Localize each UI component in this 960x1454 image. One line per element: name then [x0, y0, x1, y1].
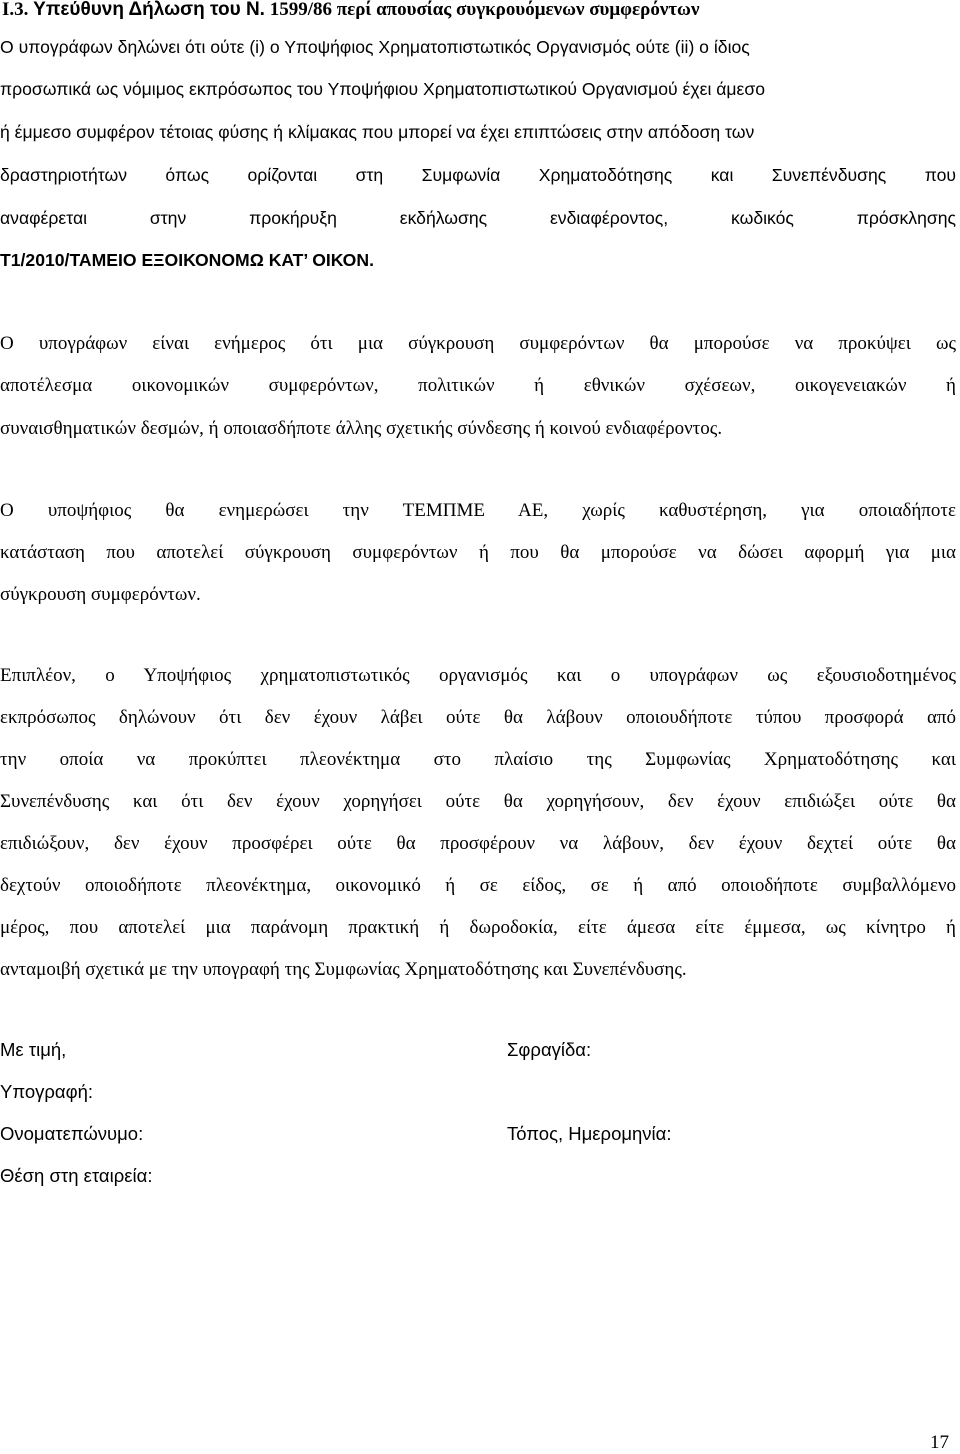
paragraph-line: μέρος, που αποτελεί μια παράνομη πρακτική ή δωροδοκία, είτε άμεσα είτε έμμεσα, ως κίνητρο ή — [0, 917, 956, 938]
paragraph-line: δραστηριοτήτων όπως ορίζονται στη Συμφωνία Χρηματοδότησης και Συνεπένδυσης που — [0, 165, 956, 185]
paragraph-line: αποτέλεσμα οικονομικών συμφερόντων, πολιτικών ή εθνικών σχέσεων, οικογενειακών ή — [0, 375, 956, 396]
paragraph-line: εκπρόσωπος δηλώνουν ότι δεν έχουν λάβει ούτε θα λάβουν οποιουδήποτε τύπου προσφορά από — [0, 707, 956, 728]
section-number: Ι.3. — [2, 0, 29, 20]
page-number: 17 — [930, 1432, 949, 1453]
paragraph-line: κατάσταση που αποτελεί σύγκρουση συμφερόντων ή που θα μπορούσε να δώσει αφορμή για μια — [0, 542, 956, 563]
section-title-part-2: 1599/86 περί απουσίας συγκρουόμενων συμφερόντων — [269, 0, 700, 20]
paragraph-line: την οποία να προκύπτει πλεονέκτημα στο πλαίσιο της Συμφωνίας Χρηματοδότησης και — [0, 749, 956, 770]
stamp-label: Σφραγίδα: — [507, 1039, 592, 1060]
call-code: Τ1/2010/ΤΑΜΕΙΟ ΕΞΟΙΚΟΝΟΜΩ ΚΑΤ’ ΟΙΚΟΝ. — [0, 250, 374, 270]
paragraph-line: αναφέρεται στην προκήρυξη εκδήλωσης ενδιαφέροντος, κωδικός πρόσκλησης — [0, 208, 956, 228]
paragraph-line: σύγκρουση συμφερόντων. — [0, 584, 201, 605]
signature-label: Υπογραφή: — [0, 1081, 94, 1102]
paragraph-line: Ο υπογράφων είναι ενήμερος ότι μια σύγκρουση συμφερόντων θα μπορούσε να προκύψει ως — [0, 333, 956, 354]
section-title-part-1: Υπεύθυνη Δήλωση του Ν. — [33, 0, 265, 20]
paragraph-line: ή έμμεσο συμφέρον τέτοιας φύσης ή κλίμακας που μπορεί να έχει επιπτώσεις στην απόδοση των — [0, 122, 755, 142]
full-name-label: Ονοματεπώνυμο: — [0, 1123, 144, 1144]
closing-label: Με τιμή, — [0, 1039, 67, 1060]
paragraph-line: συναισθηματικών δεσμών, ή οποιασδήποτε άλλης σχετικής σύνδεσης ή κοινού ενδιαφέροντος. — [0, 418, 723, 439]
company-position-label: Θέση στη εταιρεία: — [0, 1165, 153, 1186]
paragraph-line: προσωπικά ως νόμιμος εκπρόσωπος του Υποψήφιου Χρηματοπιστωτικού Οργανισμού έχει άμεσο — [0, 79, 766, 99]
paragraph-line: Ο υπογράφων δηλώνει ότι ούτε (i) ο Υποψήφιος Χρηματοπιστωτικός Οργανισμός ούτε (ii) ο ίδιος — [0, 37, 750, 57]
place-date-label: Τόπος, Ημερομηνία: — [507, 1123, 672, 1144]
paragraph-line: Συνεπένδυσης και ότι δεν έχουν χορηγήσει ούτε θα χορηγήσουν, δεν έχουν επιδιώξει ούτε θα — [0, 791, 956, 812]
paragraph-line: δεχτούν οποιοδήποτε πλεονέκτημα, οικονομικό ή σε είδος, σε ή από οποιοδήποτε συμβαλλόμενο — [0, 875, 956, 896]
paragraph-line: Ο υποψήφιος θα ενημερώσει την ΤΕΜΠΜΕ ΑΕ, χωρίς καθυστέρηση, για οποιαδήποτε — [0, 500, 956, 521]
paragraph-line: Επιπλέον, ο Υποψήφιος χρηματοπιστωτικός οργανισμός και ο υπογράφων ως εξουσιοδοτημένος — [0, 665, 956, 686]
paragraph-line: ανταμοιβή σχετικά με την υπογραφή της Συμφωνίας Χρηματοδότησης και Συνεπένδυσης. — [0, 959, 687, 980]
section-heading — [2, 0, 952, 24]
paragraph-line: επιδιώξουν, δεν έχουν προσφέρει ούτε θα προσφέρουν να λάβουν, δεν έχουν δεχτεί ούτε θα — [0, 833, 956, 854]
